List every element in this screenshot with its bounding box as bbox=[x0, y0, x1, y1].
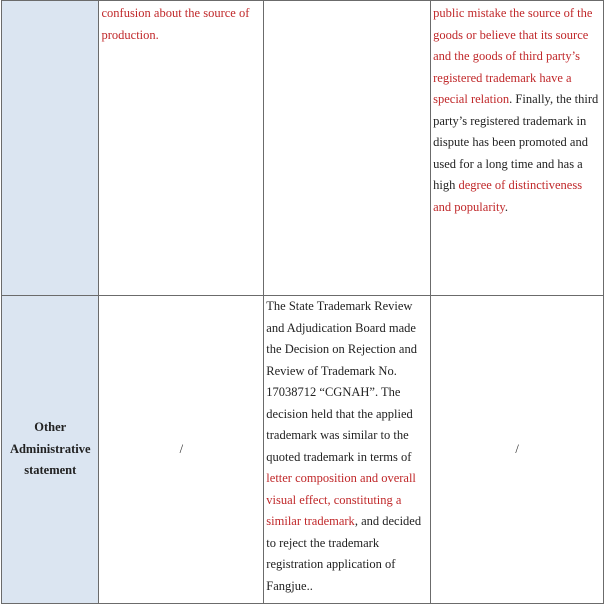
text-run: . bbox=[504, 199, 508, 214]
empty-marker: / bbox=[515, 442, 519, 457]
highlighted-text: public mistake the source of the goods or believe that its source and the goods of third party’s registered trademark have a special relation bbox=[433, 6, 593, 106]
highlighted-text: degree of distinctiveness and popularity bbox=[433, 178, 583, 214]
table-row bbox=[2, 296, 604, 604]
text-run: . Finally, the third party’s registered trademark in dispute has been promoted and used for a long time and has a high bbox=[433, 92, 599, 192]
cell-row2-col-b bbox=[264, 296, 431, 604]
text-run: , and decided to reject the trademark registration application of Fangjue.. bbox=[266, 514, 422, 593]
cell-row2-col-c bbox=[431, 296, 604, 604]
row-header-other-administrative-statement bbox=[2, 296, 99, 604]
highlighted-text: confusion about the source of production. bbox=[101, 6, 250, 42]
cell-row1-col-b bbox=[264, 1, 431, 296]
cell-text bbox=[264, 1, 430, 3]
row-header-label: Other Administrative statement bbox=[9, 420, 91, 478]
comparison-table bbox=[1, 0, 604, 604]
cell-row1-col-a bbox=[99, 1, 264, 296]
cell-row2-col-a bbox=[99, 296, 264, 604]
cell-row1-col-c bbox=[431, 1, 604, 296]
row-header-cell-empty bbox=[2, 1, 99, 296]
cell-text bbox=[264, 296, 430, 597]
cell-text bbox=[431, 1, 603, 218]
empty-marker: / bbox=[179, 442, 184, 457]
highlighted-text: letter composition and overall visual effect, constituting a similar trademark bbox=[266, 471, 416, 529]
text-run: The State Trademark Review and Adjudication Board made the Decision on Rejection and Review of Trademark No. 17038712 “CGNAH”. The decision held that the applied trademark was similar to the quoted trademark in terms of bbox=[266, 299, 417, 464]
cell-text bbox=[99, 1, 263, 46]
table-row bbox=[2, 1, 604, 296]
